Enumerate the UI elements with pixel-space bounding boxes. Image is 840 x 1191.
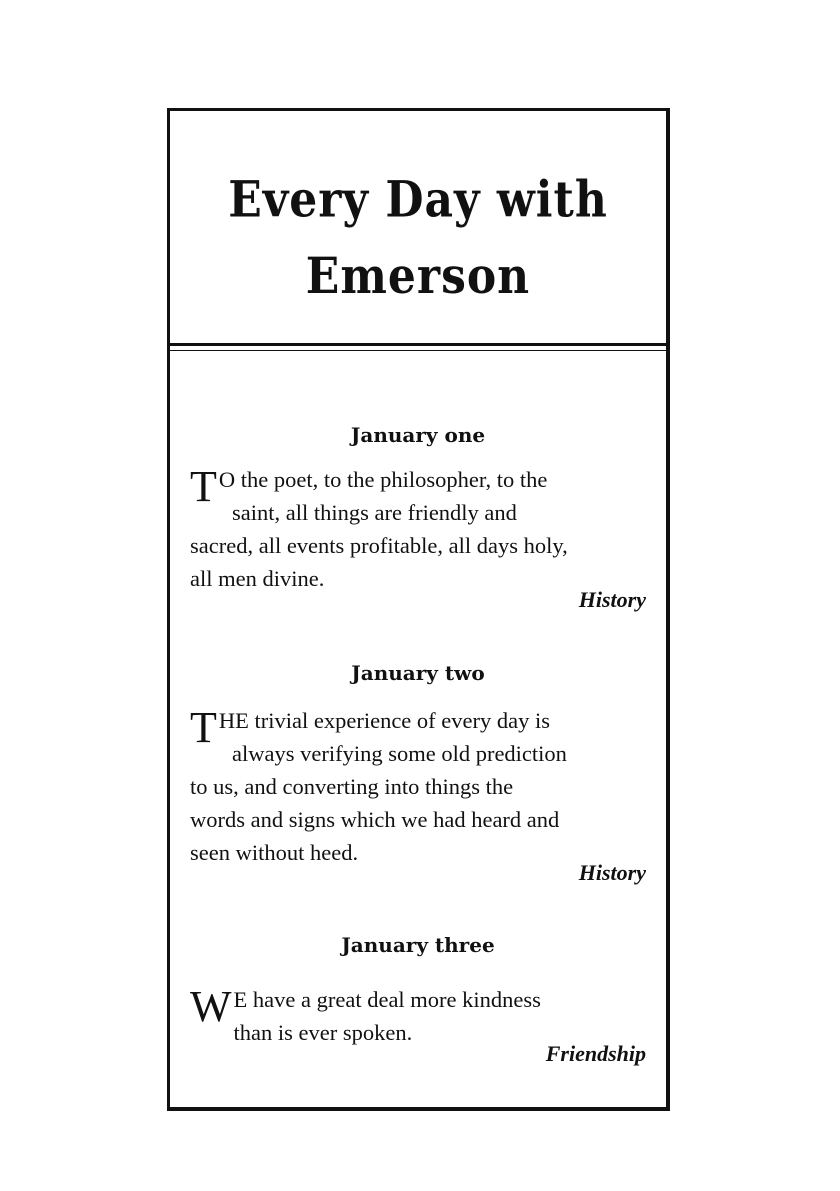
entry-text-january-one [190, 463, 653, 595]
entry-text-january-two [190, 704, 653, 869]
text-line: words and signs which we had heard and [190, 807, 560, 832]
drop-cap: T [190, 462, 217, 511]
text-line: O the poet, to the philosopher, to the [218, 467, 548, 492]
entry-source-january-one: History [578, 587, 646, 612]
title-section [170, 111, 666, 344]
text-line: saint, all things are friendly and [232, 500, 517, 525]
title-divider-thin [170, 350, 666, 351]
text-line: E have a great deal more kindness [233, 987, 541, 1012]
text-line: seen without heed. [190, 840, 359, 865]
drop-cap: W [190, 982, 232, 1031]
text-line: HE trivial experience of every day is [218, 708, 550, 733]
page-frame [167, 108, 670, 1111]
drop-cap: T [190, 703, 217, 752]
entry-text-january-three [190, 983, 653, 1049]
entry-heading-january-three: January three [341, 933, 495, 957]
text-line: sacred, all events profitable, all days holy, [190, 533, 568, 558]
book-title-line-1: Every Day with [228, 171, 608, 229]
text-line: always verifying some old prediction [232, 741, 567, 766]
entry-source-january-two: History [578, 860, 646, 885]
book-title [170, 163, 666, 315]
text-line: to us, and converting into things the [190, 774, 514, 799]
entry-heading-january-two: January two [351, 661, 485, 685]
entry-source-january-three: Friendship [545, 1041, 646, 1066]
text-line: than is ever spoken. [233, 1020, 413, 1045]
text-line: all men divine. [190, 566, 325, 591]
book-title-line-2: Emerson [305, 247, 531, 306]
title-divider-thick [170, 343, 666, 346]
entry-heading-january-one: January one [350, 423, 486, 447]
